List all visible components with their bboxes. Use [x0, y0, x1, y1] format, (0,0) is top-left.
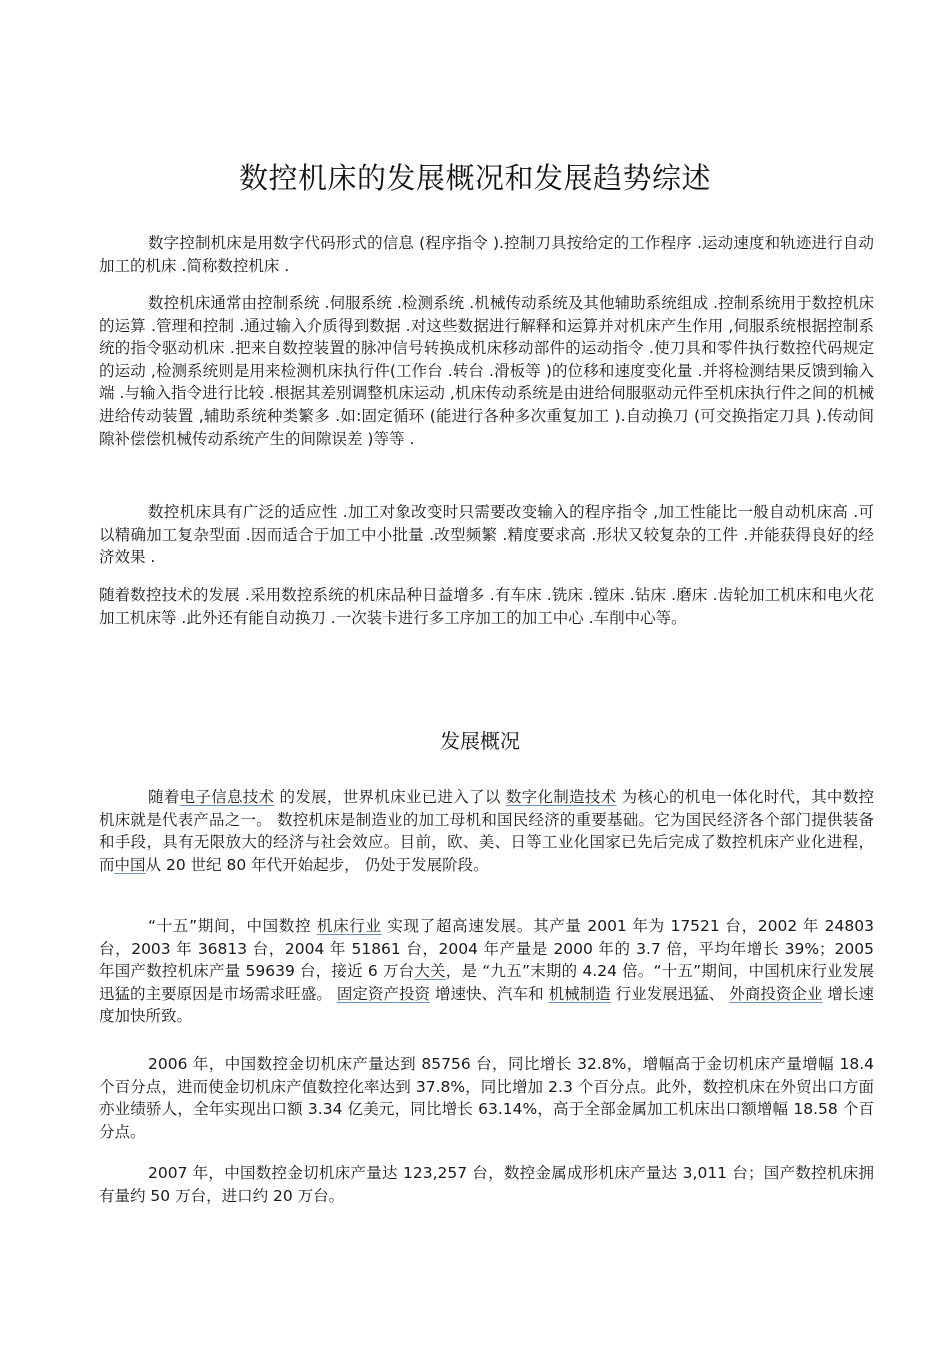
- link-milestone[interactable]: 大关: [414, 962, 446, 981]
- text-run: ，是 “九五”末期的 4.24 倍。“十五”期间，中国机床行业发展迅猛的主要原因是市场需求旺盛。: [99, 962, 874, 1003]
- overview-paragraph-1: [99, 786, 874, 876]
- section-title: 发展概况: [440, 729, 520, 753]
- link-fixed-asset-investment[interactable]: 固定资产投资: [336, 984, 430, 1003]
- overview-paragraph-4: 2007 年，中国数控金切机床产量达 123,257 台，数控金属成形机床产量达 3,011 台；国产数控机床拥有量约 50 万台，进口约 20 万台。: [99, 1164, 874, 1205]
- text-run: 随着: [148, 788, 180, 806]
- intro-paragraph-3: 数控机床具有广泛的适应性 .加工对象改变时只需要改变输入的程序指令 ,加工性能比一般自动机床高 .可以精确加工复杂型面 .因而适合于加工中小批量 .改型频繁 .精度要求高 .形状又较复杂的工件 .并能获得良好的经济效果 .: [99, 503, 874, 567]
- intro-paragraph-2: 数控机床通常由控制系统 .伺服系统 .检测系统 .机械传动系统及其他辅助系统组成 .控制系统用于数控机床的运算 .管理和控制 .通过输入介质得到数据 .对这些数据进行解释和运算并对机床产生作用 ,伺服系统根据控制系统的指令驱动机床 .把来自数控装置的脉冲信号转换成机床移动部件的运动指令 .使刀具和零件执行数控代码规定的运动 ,检测系统则是用来检测机床执行件(工作台 .转台 .滑板等 )的位移和速度变化量 .并将检测结果反馈到输入端 .与输入指令进行比较 .根据其差别调整机床运动 ,机床传动系统是由进给伺服驱动元件至机床执行件之间的机械进给传动装置 ,辅助系统种类繁多 .如:固定循环 (能进行各种多次重复加工 ).自动换刀 (可交换指定刀具 ).传动间隙补偿偿机械传动系统产生的间隙误差 )等等 .: [99, 294, 874, 448]
- overview-paragraph-3: 2006 年，中国数控金切机床产量达到 85756 台，同比增长 32.8%，增幅高于金切机床产量增幅 18.4 个百分点，进而使金切机床产值数控化率达到 37.8%，同比增加 2.3 个百分点。此外，数控机床在外贸出口方面亦业绩骄人，全年实现出口额 3.34 亿美元，同比增长 63.14%，高于全部金属加工机床出口额增幅 18.58 个百分点。: [99, 1055, 874, 1141]
- text-run: “十五”期间，中国数控: [148, 917, 317, 935]
- document-title: 数控机床的发展概况和发展趋势综述: [238, 161, 711, 195]
- link-foreign-invested-enterprises[interactable]: 外商投资企业: [729, 984, 823, 1003]
- overview-paragraph-2: [99, 915, 874, 1028]
- text-run: 增速快、汽车和: [430, 984, 549, 1003]
- link-electronic-info-tech[interactable]: 电子信息技术: [179, 788, 275, 806]
- intro-paragraph-4: 随着数控技术的发展 .采用数控系统的机床品种日益增多 .有车床 .铣床 .镗床 .钻床 .磨床 .齿轮加工机床和电火花加工机床等 .此外还有能自动换刀 .一次装卡进行多工序加工的加工中心 .车削中心等。: [99, 586, 874, 627]
- link-digital-manufacturing-tech[interactable]: 数字化制造技术: [505, 788, 617, 806]
- link-machine-tool-industry[interactable]: 机床行业: [316, 917, 382, 935]
- text-run: 的发展，世界机床业已进入了以: [274, 788, 506, 806]
- text-run: 行业发展迅猛、: [610, 984, 730, 1003]
- link-machinery-manufacturing[interactable]: 机械制造: [548, 984, 611, 1003]
- text-run: 增长速度加快所致。: [99, 984, 874, 1026]
- text-run: 为核心的机电一体化时代，其中数控机床就是代表产品之一。 数控机床是制造业的加工母机和国民经济的重要基础。它为国民经济各个部门提供装备和手段，具有无限放大的经济与社会效应。目前，欧、美、日等工业化国家已先后完成了数控机床产业化进程， 而: [99, 788, 874, 874]
- text-run: 实现了超高速发展。其产量 2001 年为 17521 台，2002 年 24803 台，2003 年 36813 台，2004 年 51861 台，2004 年产量是 2000 年的 3.7 倍，平均年增长 39%；2005 年国产数控机床产量 59639 台，接近 6 万台: [99, 917, 874, 981]
- text-run: 从 20 世纪 80 年代开始起步， 仍处于发展阶段。: [145, 855, 489, 874]
- intro-paragraph-1: 数字控制机床是用数字代码形式的信息 (程序指令 ).控制刀具按给定的工作程序 .运动速度和轨迹进行自动加工的机床 .简称数控机床 .: [99, 234, 874, 275]
- link-china[interactable]: 中国: [114, 855, 146, 874]
